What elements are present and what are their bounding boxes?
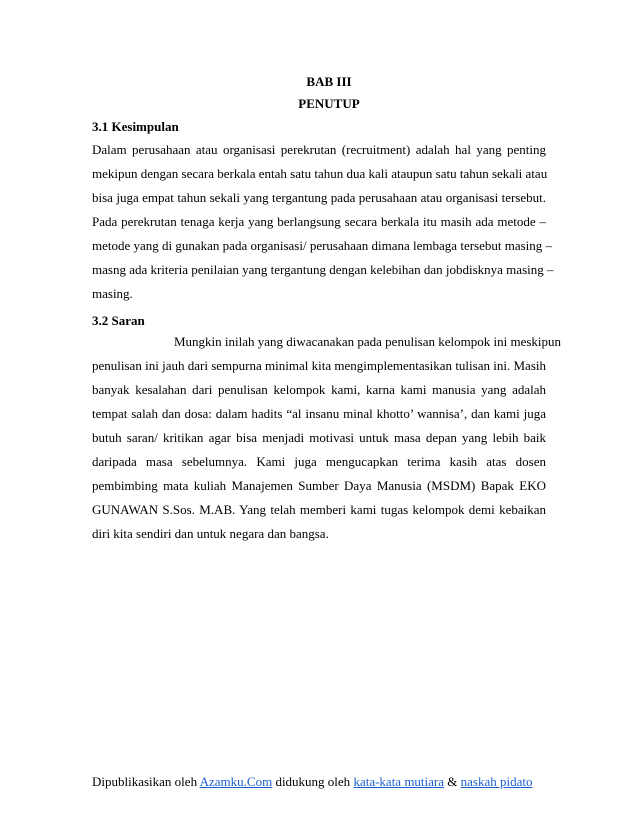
paragraph-line: daripada masa sebelumnya. Kami juga mengucapkan terima kasih atas dosen [92, 454, 546, 469]
paragraph-line: penulisan ini jauh dari sempurna minimal kita mengimplementasikan tulisan ini. Masih [92, 358, 546, 373]
footer [92, 774, 533, 790]
paragraph-line: butuh saran/ kritikan agar bisa menjadi motivasi untuk masa depan yang lebih baik [92, 430, 546, 445]
footer-ampersand: & [444, 774, 461, 789]
paragraph-line: Pada perekrutan tenaga kerja yang berlangsung secara berkala itu masih ada metode – [92, 214, 546, 229]
paragraph-line: mekipun dengan secara berkala entah satu tahun dua kali ataupun satu tahun sekali atau [92, 166, 548, 181]
chapter-number: BAB III [306, 74, 352, 89]
paragraph-line: banyak kesalahan dari penulisan kelompok kami, karna kami manusia yang adalah [92, 382, 546, 397]
paragraph-line: pembimbing mata kuliah Manajemen Sumber Daya Manusia (MSDM) Bapak EKO [92, 478, 546, 493]
footer-link-kata-kata-mutiara[interactable]: kata-kata mutiara [353, 774, 445, 789]
paragraph-line: masng ada kriteria penilaian yang tergantung dengan kelebihan dan jobdisknya masing – [92, 262, 554, 277]
paragraph-line: GUNAWAN S.Sos. M.AB. Yang telah memberi kami tugas kelompok demi kebaikan [92, 502, 546, 517]
paragraph-line: bisa juga empat tahun sekali yang tergantung pada perusahaan atau organisasi tersebut. [92, 190, 546, 205]
paragraph-line: tempat salah dan dosa: dalam hadits “al insanu minal khotto’ wannisa’, dan kami juga [92, 406, 546, 421]
chapter-title: PENUTUP [298, 96, 360, 111]
section-heading-saran: 3.2 Saran [92, 313, 145, 328]
footer-link-naskah-pidato[interactable]: naskah pidato [460, 774, 533, 789]
paragraph-line: metode yang di gunakan pada organisasi/ perusahaan dimana lembaga tersebut masing – [92, 238, 553, 253]
footer-prefix: Dipublikasikan oleh [92, 774, 200, 789]
section-heading-kesimpulan: 3.1 Kesimpulan [92, 119, 179, 134]
paragraph-line: diri kita sendiri dan untuk negara dan bangsa. [92, 526, 329, 541]
paragraph-line: Mungkin inilah yang diwacanakan pada penulisan kelompok ini meskipun [174, 334, 562, 349]
paragraph-line: Dalam perusahaan atau organisasi perekrutan (recruitment) adalah hal yang penting [92, 142, 546, 157]
paragraph-line: masing. [92, 286, 133, 301]
footer-middle: didukung oleh [272, 774, 354, 789]
footer-link-azamku[interactable]: Azamku.Com [199, 774, 273, 789]
